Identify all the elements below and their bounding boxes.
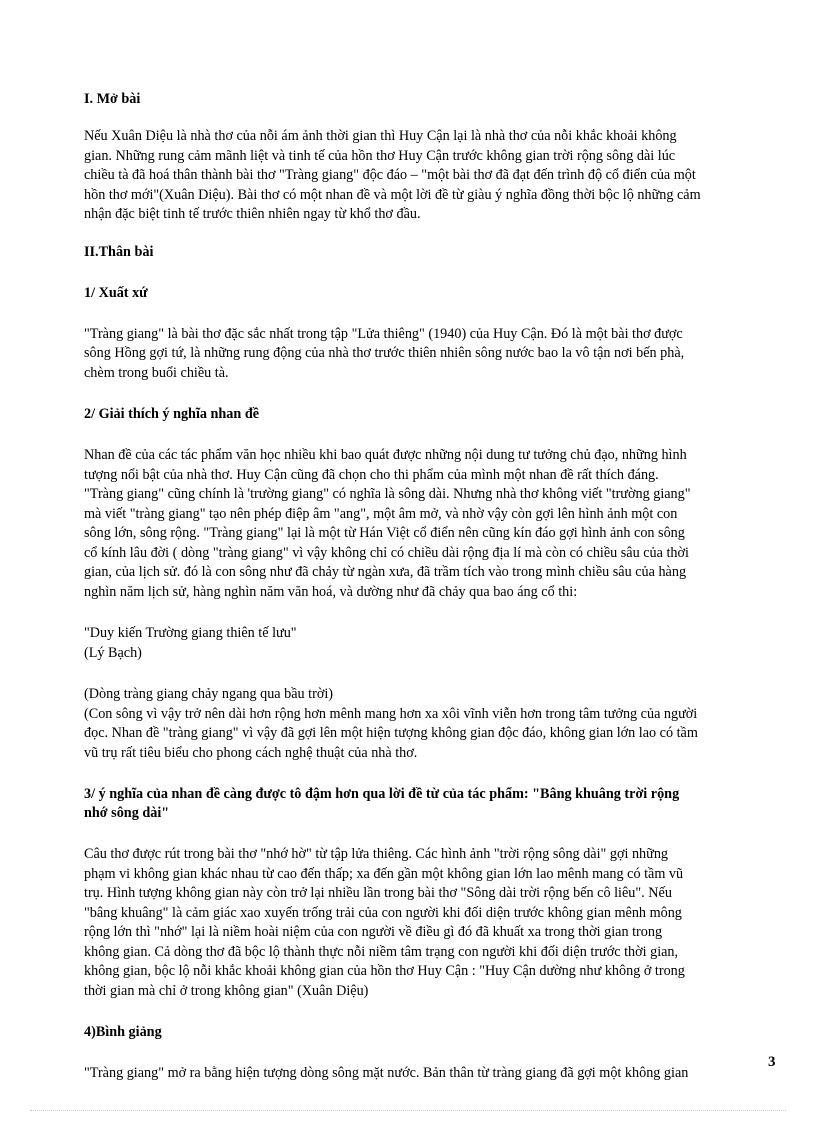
text-line: chiều tà đã hoá thân thành bài thơ "Tràng giang" độc đáo – "một bài thơ đã đạt đến trình độ cổ điển của một [84, 167, 696, 183]
footer-divider [30, 1110, 786, 1111]
after-quote-paragraph [84, 705, 774, 764]
text-line: cổ kính lâu đời ( dòng "tràng giang" vì vậy không chỉ có chiều dài rộng địa lí mà còn có chiều sâu của thời [84, 544, 689, 561]
heading-intro: I. Mở bài [84, 91, 141, 107]
text-line: vũ trụ rất tiêu biểu cho phong cách nghệ thuật của nhà thơ. [84, 744, 418, 761]
text-line: "Tràng giang" cũng chính là 'trường giang" có nghĩa là sông dài. Nhưng nhà thơ không viết "trường giang" [84, 486, 691, 502]
origin-paragraph [84, 325, 774, 384]
heading-body: II.Thân bài [84, 243, 154, 260]
text-line: hồn thơ mới"(Xuân Diệu). Bài thơ có một nhan đề và một lời đề từ giàu ý nghĩa đồng thời bộc lộ những cảm [84, 186, 701, 203]
page-number: 3 [768, 1054, 776, 1070]
text-line: sông Hồng gợi tứ, là những rung động của nhà thơ trước thiên nhiên sông nước bao la vô tận nơi bến phà, [84, 345, 685, 361]
text-line: tượng nổi bật của nhà thơ. Huy Cận cũng đã chọn cho thi phẩm của mình một nhan đề rất thích đáng. [84, 466, 659, 483]
text-line: phạm vi không gian khác nhau từ cao đến thấp; xa đến gần một không gian lớn lao mênh mang có tầm vũ [84, 865, 684, 882]
text-line: gian, của lịch sử. đó là con sông như đã chảy từ ngàn xưa, đã trầm tích vào trong mình chiều sâu của hàng [84, 564, 687, 580]
intro-paragraph [84, 127, 774, 225]
text-line: "bâng khuâng" là cảm giác xao xuyến trống trải của con người khi đối diện trước không gian mênh mông [84, 904, 682, 921]
epigraph-paragraph [84, 845, 774, 1001]
quote-line: "Duy kiến Trường giang thiên tế lưu" [84, 625, 297, 641]
text-line: mà viết "tràng giang" tạo nên phép điệp âm "ang", một âm mở, và nhờ vậy còn gợi lên hình ảnh một con [84, 505, 678, 522]
quote-author: (Lý Bạch) [84, 644, 142, 661]
heading-epigraph-cont: nhớ sông dài" [84, 805, 170, 821]
heading-title-meaning: 2/ Giải thích ý nghĩa nhan đề [84, 406, 260, 422]
heading-origin: 1/ Xuất xứ [84, 284, 148, 301]
text-line: sông lớn, sông rộng. "Tràng giang" lại là một từ Hán Việt cổ điển nên cũng kín đáo gợi hình ảnh con sông [84, 525, 685, 541]
text-line: Nhan đề của các tác phẩm văn học nhiều khi bao quát được những nội dung tư tưởng chủ đạo, những hình [84, 447, 687, 463]
text-line: không gian, bộc lộ nỗi khắc khoải không gian của hồn thơ Huy Cận : "Huy Cận dường như không ở trong [84, 963, 685, 979]
text-line: Nếu Xuân Diệu là nhà thơ của nỗi ám ảnh thời gian thì Huy Cận lại là nhà thơ của nỗi khắc khoải không [84, 128, 677, 144]
text-line: chèm trong buổi chiều tà. [84, 364, 229, 381]
text-line: "Tràng giang" là bài thơ đặc sắc nhất trong tập "Lửa thiêng" (1940) của Huy Cận. Đó là một bài thơ được [84, 325, 683, 342]
text-line: trụ. Hình tượng không gian này còn trở lại nhiều lần trong bài thơ "Sông dài trời rộng bến cô liêu". Nếu [84, 885, 672, 901]
meaning-paragraph [84, 446, 774, 602]
quote-translation: (Dòng tràng giang chảy ngang qua bầu trời) [84, 686, 334, 702]
heading-epigraph: 3/ ý nghĩa của nhan đề càng được tô đậm hơn qua lời đề từ của tác phẩm: "Bâng khuâng trời rộng [84, 786, 680, 802]
text-line: rộng lớn thì "nhớ" lại là niềm hoài niệm của con người về điều gì đó đã khuất xa trong thời gian trong [84, 924, 663, 940]
text-line: (Con sông vì vậy trở nên dài hơn rộng hơn mênh mang hơn xa xôi vĩnh viễn hơn trong tâm tưởng của người [84, 705, 698, 722]
text-line: không gian. Cả dòng thơ đã bộc lộ thành thực nỗi niềm tâm trạng con người khi đối diện trước thời gian, [84, 943, 679, 960]
commentary-paragraph [84, 1064, 774, 1084]
text-line: Câu thơ được rút trong bài thơ "nhớ hờ" từ tập lửa thiêng. Các hình ảnh "trời rộng sông dài" gợi những [84, 846, 669, 862]
text-line: thời gian mà chỉ ở trong không gian" (Xuân Diệu) [84, 982, 369, 999]
text-line: đọc. Nhan đề "tràng giang" vì vậy đã gợi lên một hiện tượng không gian độc đáo, không gian lớn lao có tầm [84, 725, 698, 741]
document-body [84, 90, 774, 1084]
text-line: "Tràng giang" mở ra bằng hiện tượng dòng sông mặt nước. Bản thân từ tràng giang đã gợi một không gian [84, 1065, 689, 1081]
heading-commentary: 4)Bình giảng [84, 1024, 162, 1040]
text-line: nghìn năm lịch sử, hàng nghìn năm văn hoá, và dường như đã chảy qua bao áng cổ thi: [84, 583, 578, 600]
text-line: gian. Những rung cảm mãnh liệt và tinh tế của hồn thơ Huy Cận trước không gian trời rộng sông dài lúc [84, 147, 676, 164]
text-line: nhận đặc biệt tinh tế trước thiên nhiên ngay từ khổ thơ đầu. [84, 206, 421, 222]
